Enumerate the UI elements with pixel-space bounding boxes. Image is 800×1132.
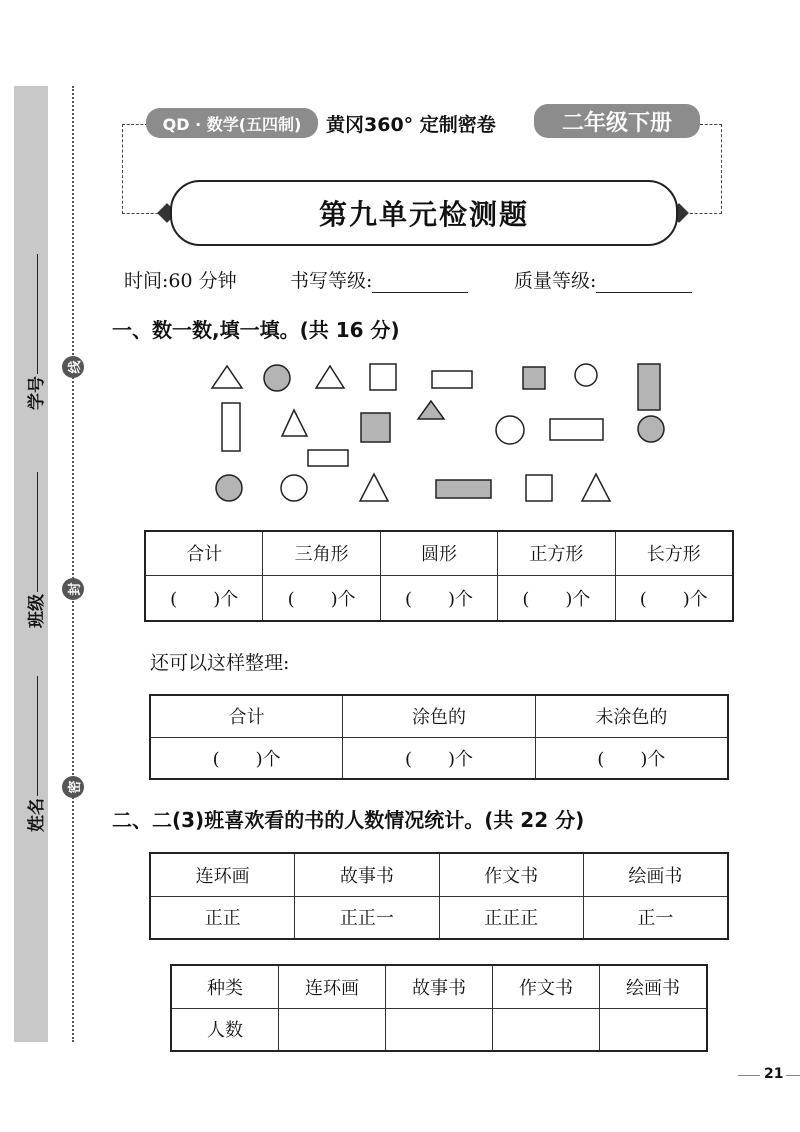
q1-table1 — [144, 530, 734, 622]
time-info: 时间:60 分钟 — [124, 270, 237, 292]
q1t1-answer-cell[interactable]: ( )个 — [380, 575, 497, 621]
q1-note: 还可以这样整理: — [150, 652, 290, 674]
q2t2-answer-cell[interactable] — [386, 1008, 493, 1051]
class-label: 班级 — [27, 594, 47, 628]
q2t2-header: 种类 — [171, 965, 279, 1008]
page-number: 21 — [764, 1066, 784, 1082]
square-shape — [523, 367, 545, 389]
q1t2-header: 未涂色的 — [535, 695, 728, 737]
page-number-line-right — [786, 1075, 800, 1076]
q1-table2 — [149, 694, 729, 780]
q1-heading: 一、数一数,填一填。(共 16 分) — [112, 318, 400, 342]
square-shape — [370, 364, 396, 390]
brand-text: 黄冈360° 定制密卷 — [326, 114, 496, 136]
circle-shape — [496, 416, 524, 444]
q2t1-header: 故事书 — [295, 853, 439, 896]
q1t2-header: 涂色的 — [343, 695, 535, 737]
circle-shape — [575, 364, 597, 386]
q2t2-row-label: 人数 — [171, 1008, 279, 1051]
q2t1-header: 绘画书 — [583, 853, 728, 896]
quality-grade-label: 质量等级: — [514, 270, 597, 292]
writing-grade-label: 书写等级: — [290, 270, 373, 292]
rectangle-shape — [432, 371, 472, 388]
circle-shape — [281, 475, 307, 501]
q2-heading: 二、二(3)班喜欢看的书的人数情况统计。(共 22 分) — [112, 808, 585, 832]
q2t1-tally: 正正 — [150, 896, 295, 939]
q2t1-tally: 正正一 — [295, 896, 439, 939]
name-field[interactable] — [22, 676, 47, 832]
student-id-label: 学号 — [27, 376, 47, 410]
triangle-shape — [360, 474, 388, 501]
q2t1-header: 作文书 — [439, 853, 583, 896]
circle-shape — [638, 416, 664, 442]
q1t2-header: 合计 — [150, 695, 343, 737]
q2t2-answer-cell[interactable] — [279, 1008, 386, 1051]
rectangle-shape — [222, 403, 240, 451]
q2t2-header: 故事书 — [386, 965, 493, 1008]
q2t2-header: 连环画 — [279, 965, 386, 1008]
triangle-shape — [282, 410, 307, 436]
q2t1-tally: 正正正 — [439, 896, 583, 939]
page-number-line-left — [738, 1075, 760, 1076]
series-pill: QD · 数学(五四制) — [146, 108, 318, 138]
q2-count-table — [170, 964, 708, 1052]
square-shape — [526, 475, 552, 501]
q2t1-tally: 正一 — [583, 896, 728, 939]
circle-shape — [216, 475, 242, 501]
triangle-shape — [316, 366, 344, 388]
triangle-shape — [582, 474, 610, 501]
grade-pill: 二年级下册 — [534, 104, 700, 138]
seal-mi: 密 — [62, 776, 84, 798]
q2-tally-table — [149, 852, 729, 940]
q1t1-answer-cell[interactable]: ( )个 — [145, 575, 263, 621]
triangle-shape — [418, 401, 444, 419]
q1t1-header: 正方形 — [498, 531, 615, 575]
triangle-shape — [212, 366, 242, 388]
q1t1-header: 三角形 — [263, 531, 380, 575]
q2t2-answer-cell[interactable] — [493, 1008, 600, 1051]
q1t2-answer-cell[interactable]: ( )个 — [150, 737, 343, 779]
q2t2-header: 作文书 — [493, 965, 600, 1008]
q1t1-answer-cell[interactable]: ( )个 — [615, 575, 733, 621]
q1t1-header: 长方形 — [615, 531, 733, 575]
q1t1-answer-cell[interactable]: ( )个 — [498, 575, 615, 621]
q1t2-answer-cell[interactable]: ( )个 — [535, 737, 728, 779]
square-shape — [361, 413, 390, 442]
shapes-figure — [0, 0, 800, 520]
page-title: 第九单元检测题 — [170, 180, 678, 246]
rectangle-shape — [550, 419, 603, 440]
q1t1-answer-cell[interactable]: ( )个 — [263, 575, 380, 621]
rectangle-shape — [436, 480, 491, 498]
rectangle-shape — [308, 450, 348, 466]
q2t1-header: 连环画 — [150, 853, 295, 896]
q2t2-answer-cell[interactable] — [600, 1008, 708, 1051]
name-label: 姓名 — [27, 798, 47, 832]
circle-shape — [264, 365, 290, 391]
q2t2-header: 绘画书 — [600, 965, 708, 1008]
seal-feng: 封 — [62, 578, 84, 600]
seal-xian: 线 — [62, 356, 84, 378]
rectangle-shape — [638, 364, 660, 410]
q1t2-answer-cell[interactable]: ( )个 — [343, 737, 535, 779]
q1t1-header: 合计 — [145, 531, 263, 575]
q1t1-header: 圆形 — [380, 531, 497, 575]
